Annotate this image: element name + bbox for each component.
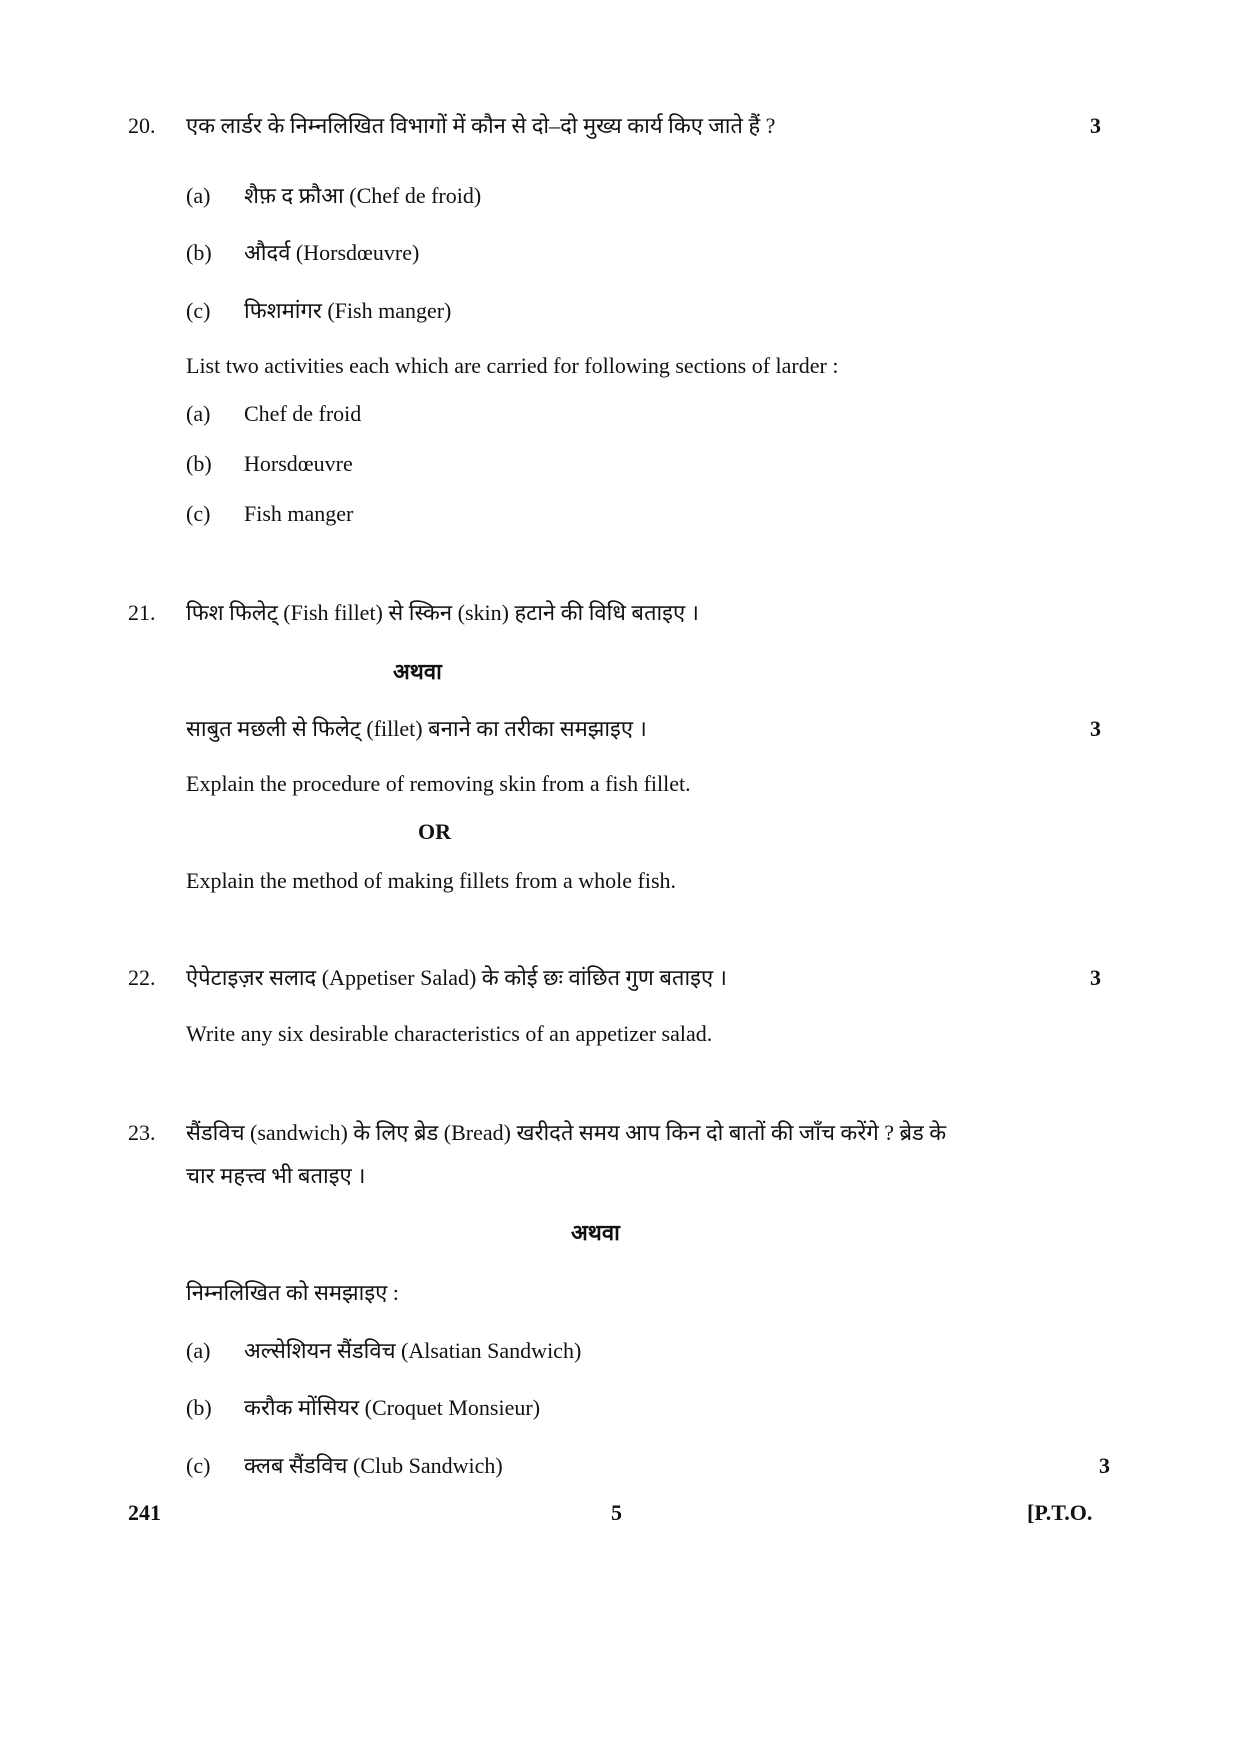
q23-number: 23. <box>128 1120 156 1145</box>
q23-option-a-label: (a) <box>186 1338 211 1363</box>
q20-english-option-a: Chef de froid <box>244 401 362 426</box>
q20-number: 20. <box>128 113 156 138</box>
q20-hindi-option-c: फिशमांगर (Fish manger) <box>244 298 452 323</box>
q20-english-option-b: Horsdœuvre <box>244 451 353 476</box>
q22-marks: 3 <box>1090 965 1101 990</box>
q20-hindi-text: एक लार्डर के निम्नलिखित विभागों में कौन से दो–दो मुख्य कार्य किए जाते हैं ? <box>186 113 776 138</box>
q22-hindi-text: ऐपेटाइज़र सलाद (Appetiser Salad) के कोई छः वांछित गुण बताइए । <box>186 965 727 990</box>
q23-or-hindi: अथवा <box>571 1220 620 1245</box>
q23-hindi-line2: चार महत्त्व भी बताइए । <box>186 1163 366 1188</box>
q20-hindi-option-a-label: (a) <box>186 183 211 208</box>
q23-hindi-alt-text: निम्नलिखित को समझाइए : <box>186 1280 399 1305</box>
q23-hindi-line1: सैंडविच (sandwich) के लिए ब्रेड (Bread) खरीदते समय आप किन दो बातों की जाँच करेंगे ? ब्रेड के <box>186 1120 947 1145</box>
q23-marks: 3 <box>1099 1453 1110 1478</box>
q22-number: 22. <box>128 965 156 990</box>
q21-hindi-text: फिश फिलेट् (Fish fillet) से स्किन (skin) हटाने की विधि बताइए । <box>186 600 699 625</box>
q23-option-b-label: (b) <box>186 1395 212 1420</box>
footer-paper-code: 241 <box>128 1500 161 1525</box>
q23-option-a: अल्सेशियन सैंडविच (Alsatian Sandwich) <box>244 1338 582 1363</box>
q21-or-hindi: अथवा <box>393 659 442 684</box>
q20-hindi-option-a: शैफ़ द फ्रौआ (Chef de froid) <box>244 183 482 208</box>
q20-english-option-c: Fish manger <box>244 501 354 526</box>
q23-option-c: क्लब सैंडविच (Club Sandwich) <box>244 1453 503 1478</box>
footer-pto: [P.T.O. <box>1027 1500 1093 1525</box>
q20-english-text: List two activities each which are carried for following sections of larder : <box>186 353 839 378</box>
q20-hindi-option-c-label: (c) <box>186 298 211 323</box>
q22-english-text: Write any six desirable characteristics of an appetizer salad. <box>186 1021 713 1046</box>
q23-option-c-label: (c) <box>186 1453 211 1478</box>
q23-option-b: करौक मोंसियर (Croquet Monsieur) <box>244 1395 541 1420</box>
q20-english-option-c-label: (c) <box>186 501 211 526</box>
q21-english-alt-text: Explain the method of making fillets from a whole fish. <box>186 868 677 893</box>
q21-english-text: Explain the procedure of removing skin from a fish fillet. <box>186 771 691 796</box>
q20-english-option-a-label: (a) <box>186 401 211 426</box>
q21-hindi-alt-text: साबुत मछली से फिलेट् (fillet) बनाने का तरीका समझाइए । <box>186 716 647 741</box>
q21-number: 21. <box>128 600 156 625</box>
q20-english-option-b-label: (b) <box>186 451 212 476</box>
q20-hindi-option-b: औदर्व (Horsdœuvre) <box>244 240 420 265</box>
footer-page-number: 5 <box>611 1500 622 1525</box>
q21-marks: 3 <box>1090 716 1101 741</box>
q20-marks: 3 <box>1090 113 1101 138</box>
q21-or-english: OR <box>418 819 451 844</box>
q20-hindi-option-b-label: (b) <box>186 240 212 265</box>
